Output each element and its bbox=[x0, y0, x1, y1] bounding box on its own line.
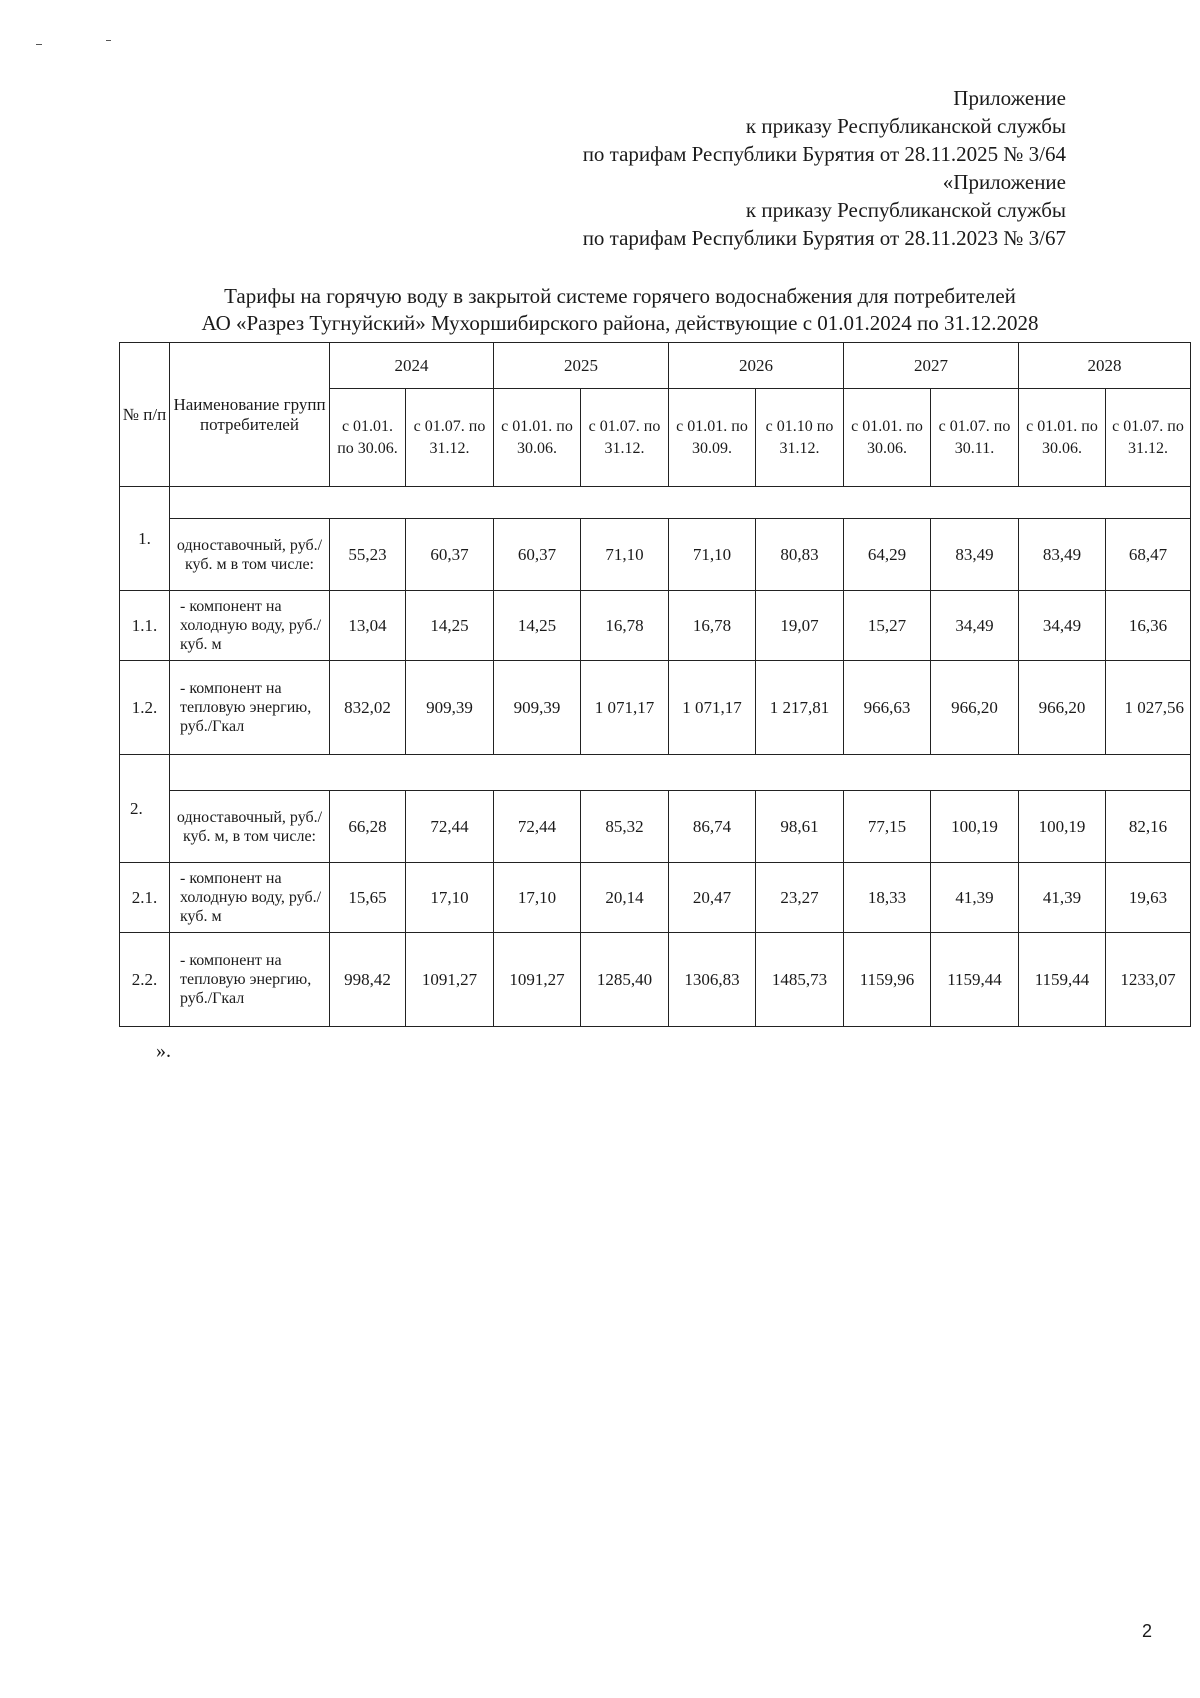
group-spacer-row bbox=[120, 755, 1191, 791]
period-header: с 01.07. по 30.11. bbox=[931, 389, 1019, 487]
header-line: к приказу Республиканской службы bbox=[745, 198, 1066, 222]
tariff-cell: 16,78 bbox=[669, 591, 756, 661]
tariff-cell: 909,39 bbox=[494, 661, 581, 755]
period-header: с 01.01. по 30.09. bbox=[669, 389, 756, 487]
tariff-cell: 19,63 bbox=[1106, 863, 1191, 933]
document-title bbox=[120, 283, 1120, 337]
tariff-cell: 77,15 bbox=[844, 791, 931, 863]
period-header: с 01.01. по 30.06. bbox=[494, 389, 581, 487]
group-spacer-row bbox=[120, 487, 1191, 519]
tariff-cell: 1159,44 bbox=[931, 933, 1019, 1027]
tariff-cell: 80,83 bbox=[756, 519, 844, 591]
tariff-cell: 1 217,81 bbox=[756, 661, 844, 755]
tariff-cell: 20,14 bbox=[581, 863, 669, 933]
tariff-cell: 17,10 bbox=[494, 863, 581, 933]
tariff-cell: 68,47 bbox=[1106, 519, 1191, 591]
closing-quote: ». bbox=[156, 1040, 171, 1062]
row-number: 1.1. bbox=[120, 591, 170, 661]
tariff-cell: 85,32 bbox=[581, 791, 669, 863]
period-header: с 01.01. по 30.06. bbox=[330, 389, 406, 487]
row-number: 1. bbox=[120, 487, 170, 591]
tariff-cell: 98,61 bbox=[756, 791, 844, 863]
tariff-cell: 86,74 bbox=[669, 791, 756, 863]
tariff-cell: 16,78 bbox=[581, 591, 669, 661]
tariff-cell: 23,27 bbox=[756, 863, 844, 933]
tariff-cell: 60,37 bbox=[406, 519, 494, 591]
col-number-header: № п/п bbox=[120, 343, 170, 487]
tariff-cell: 18,33 bbox=[844, 863, 931, 933]
tariff-cell: 100,19 bbox=[931, 791, 1019, 863]
tariff-cell: 82,16 bbox=[1106, 791, 1191, 863]
year-header-row bbox=[120, 343, 1191, 389]
page-number: 2 bbox=[1141, 1621, 1152, 1641]
tariff-table bbox=[119, 342, 1191, 1027]
year-header: 2026 bbox=[669, 343, 844, 389]
col-name-header: Наименование групп потребителей bbox=[170, 343, 330, 487]
tariff-cell: 83,49 bbox=[1019, 519, 1106, 591]
tariff-cell: 832,02 bbox=[330, 661, 406, 755]
appendix-header bbox=[583, 84, 1066, 252]
tariff-cell: 1091,27 bbox=[494, 933, 581, 1027]
tariff-cell: 71,10 bbox=[669, 519, 756, 591]
table-row bbox=[120, 933, 1191, 1027]
tariff-cell: 71,10 bbox=[581, 519, 669, 591]
year-header: 2025 bbox=[494, 343, 669, 389]
tariff-cell: 1091,27 bbox=[406, 933, 494, 1027]
tariff-cell: 966,20 bbox=[931, 661, 1019, 755]
tariff-cell: 19,07 bbox=[756, 591, 844, 661]
title-line: АО «Разрез Тугнуйский» Мухоршибирского района, действующие с 01.01.2024 по 31.12.2028 bbox=[201, 311, 1039, 335]
period-header: с 01.07. по 31.12. bbox=[406, 389, 494, 487]
row-number: 2.1. bbox=[120, 863, 170, 933]
tariff-cell: 72,44 bbox=[494, 791, 581, 863]
table-row bbox=[120, 791, 1191, 863]
table-row bbox=[120, 863, 1191, 933]
year-header: 2028 bbox=[1019, 343, 1191, 389]
period-header: с 01.07. по 31.12. bbox=[581, 389, 669, 487]
tariff-cell: 64,29 bbox=[844, 519, 931, 591]
tariff-cell: 1 071,17 bbox=[581, 661, 669, 755]
table-row bbox=[120, 591, 1191, 661]
period-header: с 01.01. по 30.06. bbox=[844, 389, 931, 487]
tariff-cell: 100,19 bbox=[1019, 791, 1106, 863]
header-line: Приложение bbox=[953, 86, 1066, 110]
row-name: одноставочный, руб./ куб. м, в том числе: bbox=[170, 791, 330, 863]
header-line: по тарифам Республики Бурятия от 28.11.2025 № 3/64 bbox=[582, 142, 1066, 166]
tariff-cell: 1 071,17 bbox=[669, 661, 756, 755]
tariff-cell: 34,49 bbox=[931, 591, 1019, 661]
period-header: с 01.10 по 31.12. bbox=[756, 389, 844, 487]
row-name: - компонент на тепловую энергию, руб./Гкал bbox=[170, 933, 330, 1027]
tariff-cell: 60,37 bbox=[494, 519, 581, 591]
scan-speck bbox=[106, 40, 111, 41]
group-spacer-cell bbox=[170, 487, 1191, 519]
tariff-cell: 34,49 bbox=[1019, 591, 1106, 661]
tariff-cell: 1485,73 bbox=[756, 933, 844, 1027]
tariff-cell: 20,47 bbox=[669, 863, 756, 933]
tariff-cell: 966,63 bbox=[844, 661, 931, 755]
row-number: 2.2. bbox=[120, 933, 170, 1027]
tariff-cell: 15,65 bbox=[330, 863, 406, 933]
tariff-cell: 1306,83 bbox=[669, 933, 756, 1027]
tariff-cell: 83,49 bbox=[931, 519, 1019, 591]
period-header: с 01.01. по 30.06. bbox=[1019, 389, 1106, 487]
tariff-cell: 41,39 bbox=[1019, 863, 1106, 933]
tariff-cell: 909,39 bbox=[406, 661, 494, 755]
tariff-cell: 1233,07 bbox=[1106, 933, 1191, 1027]
row-number: 1.2. bbox=[120, 661, 170, 755]
header-line: «Приложение bbox=[942, 170, 1066, 194]
tariff-cell: 1 027,56 bbox=[1106, 661, 1191, 755]
year-header: 2027 bbox=[844, 343, 1019, 389]
row-name: - компонент на тепловую энергию, руб./Гкал bbox=[170, 661, 330, 755]
tariff-cell: 72,44 bbox=[406, 791, 494, 863]
tariff-cell: 16,36 bbox=[1106, 591, 1191, 661]
tariff-cell: 1159,44 bbox=[1019, 933, 1106, 1027]
year-header: 2024 bbox=[330, 343, 494, 389]
tariff-cell: 55,23 bbox=[330, 519, 406, 591]
tariff-cell: 14,25 bbox=[494, 591, 581, 661]
scan-speck bbox=[36, 44, 42, 45]
table-row bbox=[120, 661, 1191, 755]
tariff-cell: 13,04 bbox=[330, 591, 406, 661]
tariff-cell: 1159,96 bbox=[844, 933, 931, 1027]
tariff-cell: 14,25 bbox=[406, 591, 494, 661]
period-header: с 01.07. по 31.12. bbox=[1106, 389, 1191, 487]
row-number: 2. bbox=[120, 755, 170, 863]
group-spacer-cell bbox=[170, 755, 1191, 791]
row-name: одноставочный, руб./ куб. м в том числе: bbox=[170, 519, 330, 591]
tariff-cell: 17,10 bbox=[406, 863, 494, 933]
tariff-cell: 1285,40 bbox=[581, 933, 669, 1027]
tariff-cell: 15,27 bbox=[844, 591, 931, 661]
tariff-cell: 998,42 bbox=[330, 933, 406, 1027]
header-line: к приказу Республиканской службы bbox=[745, 114, 1066, 138]
tariff-cell: 966,20 bbox=[1019, 661, 1106, 755]
row-name: - компонент на холодную воду, руб./ куб. м bbox=[170, 591, 330, 661]
header-line: по тарифам Республики Бурятия от 28.11.2023 № 3/67 bbox=[582, 226, 1066, 250]
tariff-cell: 41,39 bbox=[931, 863, 1019, 933]
title-line: Тарифы на горячую воду в закрытой системе горячего водоснабжения для потребителей bbox=[224, 284, 1016, 308]
row-name: - компонент на холодную воду, руб./ куб. м bbox=[170, 863, 330, 933]
tariff-cell: 66,28 bbox=[330, 791, 406, 863]
table-row bbox=[120, 519, 1191, 591]
